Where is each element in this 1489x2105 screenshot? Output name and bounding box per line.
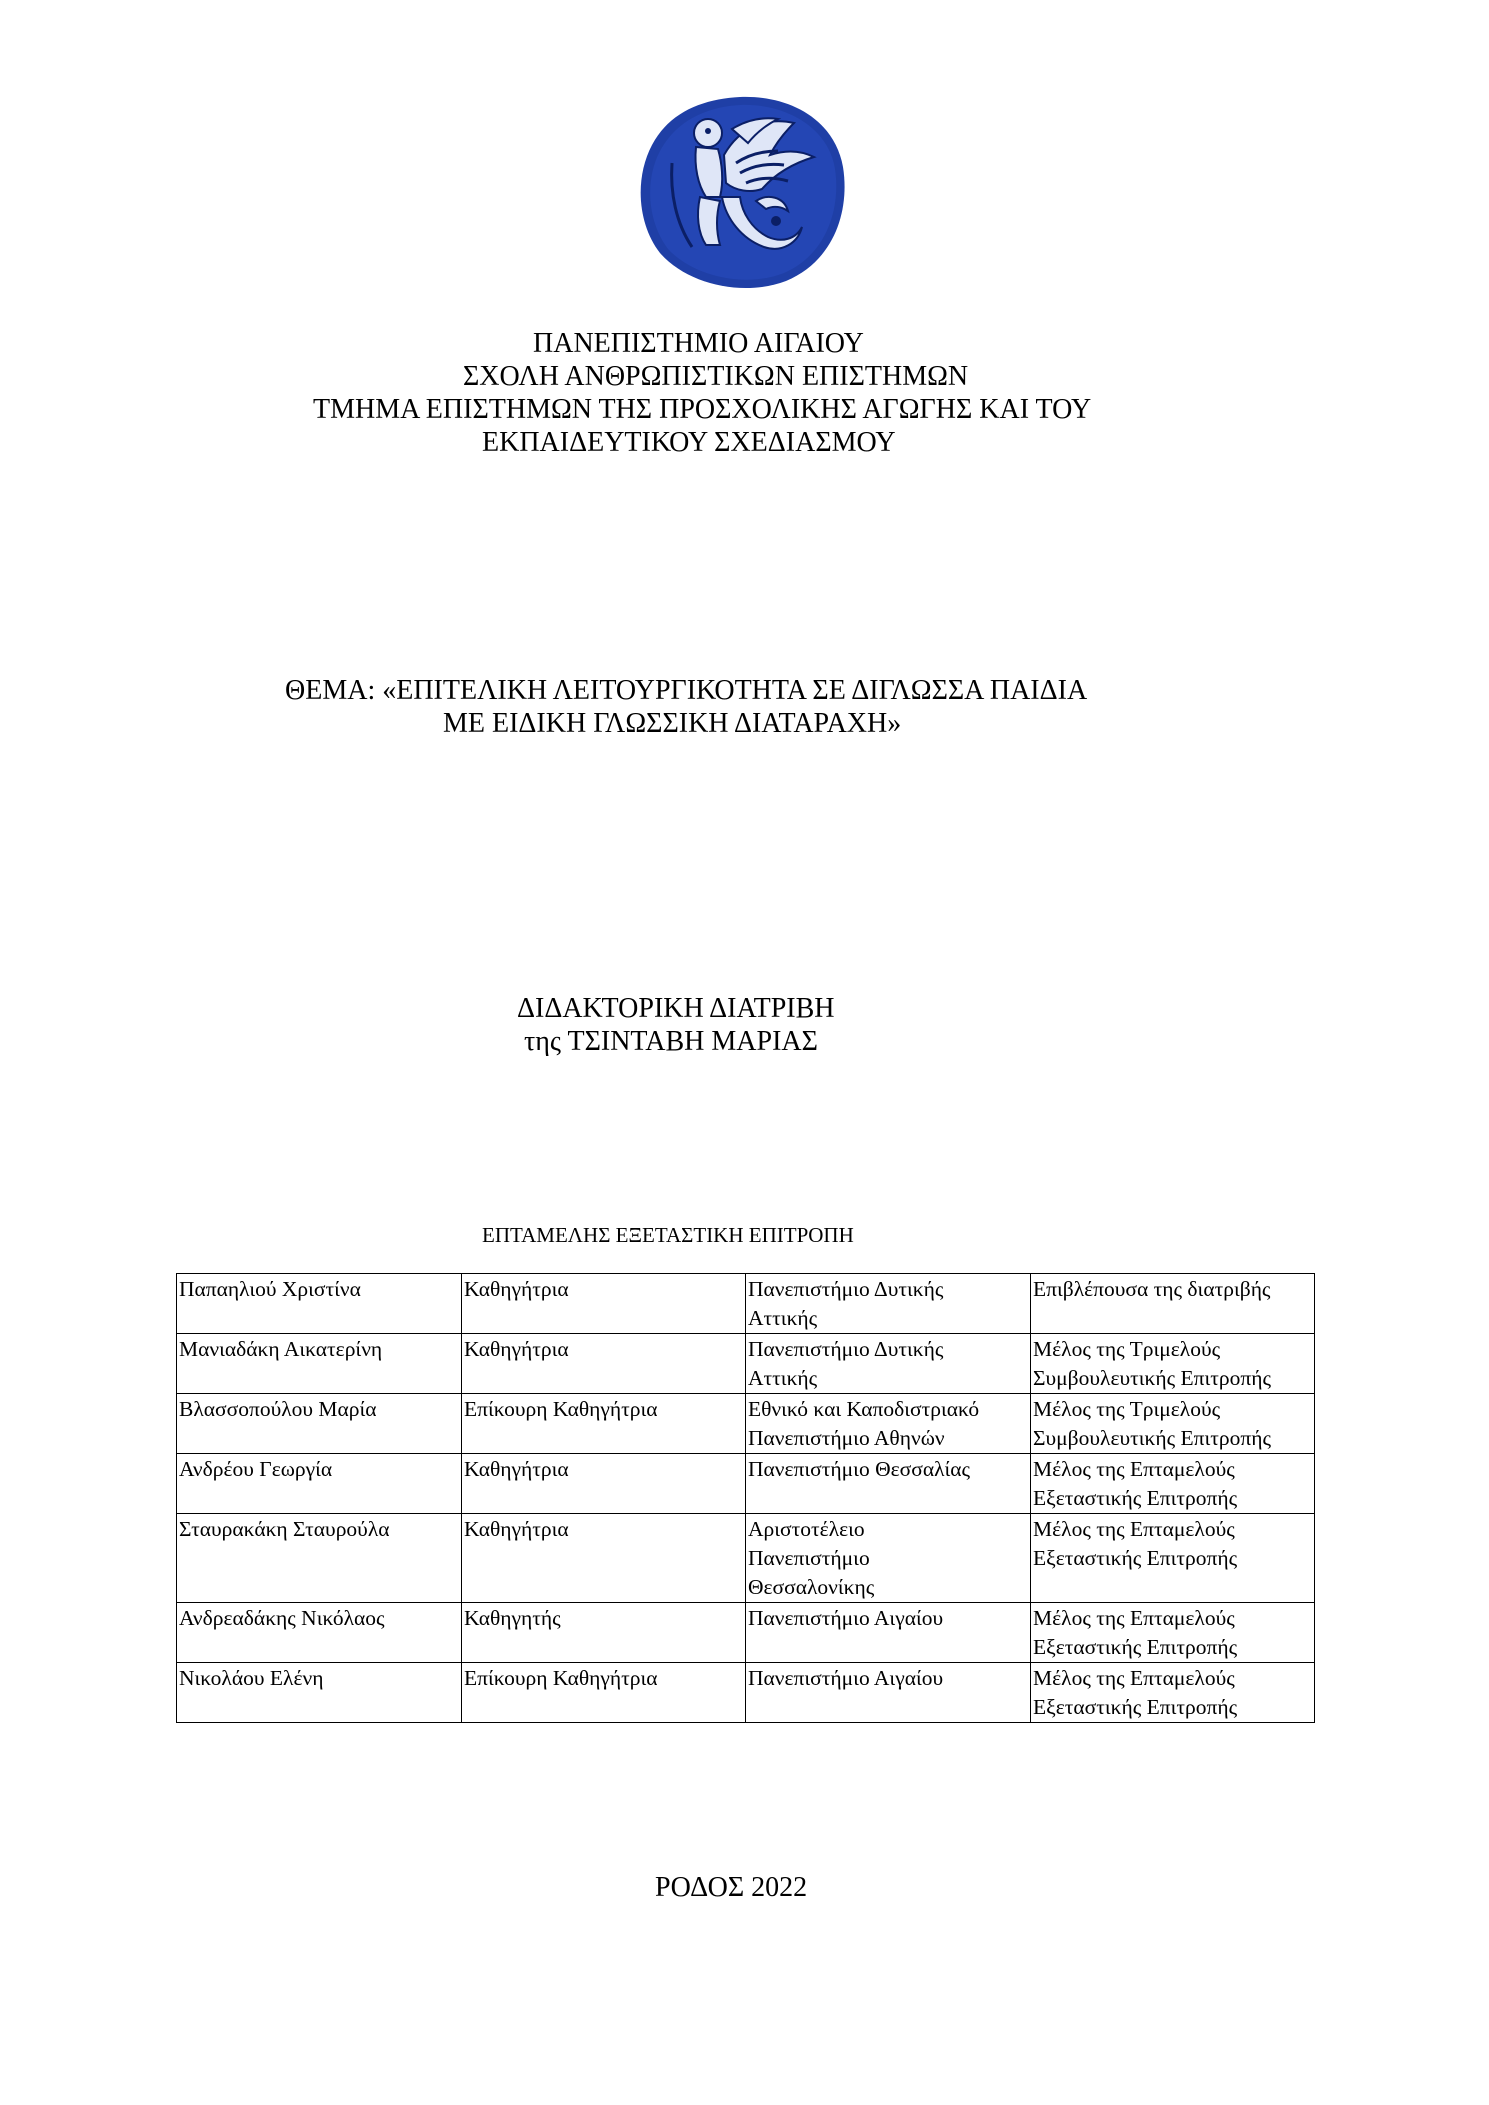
institution-header (0, 328, 1489, 468)
thesis-topic (0, 675, 1489, 745)
committee-table (176, 1273, 1315, 1723)
member-role: Μέλος της Τριμελούς Συμβουλευτικής Επιτροπής (1031, 1394, 1315, 1454)
member-rank: Καθηγήτρια (462, 1334, 746, 1394)
member-role: Μέλος της Επταμελούς Εξεταστικής Επιτροπής (1031, 1603, 1315, 1663)
table-row (177, 1394, 1315, 1454)
member-role: Μέλος της Επταμελούς Εξεταστικής Επιτροπής (1031, 1454, 1315, 1514)
member-name: Σταυρακάκη Σταυρούλα (177, 1514, 462, 1603)
thesis-author: της ΤΣΙΝΤΑΒΗ ΜΑΡΙΑΣ (524, 1026, 818, 1057)
topic-line1: ΘΕΜΑ: «ΕΠΙΤΕΛΙΚΗ ΛΕΙΤΟΥΡΓΙΚΟΤΗΤΑ ΣΕ ΔΙΓΛΩΣΣΑ ΠΑΙΔΙΑ (285, 675, 1088, 706)
member-role: Μέλος της Τριμελούς Συμβουλευτικής Επιτροπής (1031, 1334, 1315, 1394)
member-role: Μέλος της Επταμελούς Εξεταστικής Επιτροπής (1031, 1514, 1315, 1603)
table-row (177, 1603, 1315, 1663)
school-name: ΣΧΟΛΗ ΑΝΘΡΩΠΙΣΤΙΚΩΝ ΕΠΙΣΤΗΜΩΝ (463, 361, 969, 392)
table-row (177, 1663, 1315, 1723)
table-row (177, 1334, 1315, 1394)
department-name-line1: ΤΜΗΜΑ ΕΠΙΣΤΗΜΩΝ ΤΗΣ ΠΡΟΣΧΟΛΙΚΗΣ ΑΓΩΓΗΣ ΚΑΙ ΤΟΥ (313, 394, 1092, 425)
member-rank: Καθηγήτρια (462, 1274, 746, 1334)
member-name: Παπαηλιού Χριστίνα (177, 1274, 462, 1334)
member-role: Μέλος της Επταμελούς Εξεταστικής Επιτροπής (1031, 1663, 1315, 1723)
table-row (177, 1274, 1315, 1334)
member-institution: Πανεπιστήμιο Αιγαίου (746, 1603, 1031, 1663)
university-name: ΠΑΝΕΠΙΣΤΗΜΙΟ ΑΙΓΑΙΟΥ (533, 328, 864, 359)
university-seal-logo (636, 93, 848, 289)
member-rank: Επίκουρη Καθηγήτρια (462, 1394, 746, 1454)
member-institution: Αριστοτέλειο Πανεπιστήμιο Θεσσαλονίκης (746, 1514, 1031, 1603)
member-rank: Καθηγήτρια (462, 1514, 746, 1603)
member-name: Νικολάου Ελένη (177, 1663, 462, 1723)
place-year-text: ΡΟΔΟΣ 2022 (655, 1872, 808, 1903)
member-institution: Πανεπιστήμιο Δυτικής Αττικής (746, 1334, 1031, 1394)
member-institution: Πανεπιστήμιο Δυτικής Αττικής (746, 1274, 1031, 1334)
member-name: Μανιαδάκη Αικατερίνη (177, 1334, 462, 1394)
seal-icon (636, 93, 848, 289)
table-row (177, 1454, 1315, 1514)
member-role: Επιβλέπουσα της διατριβής (1031, 1274, 1315, 1334)
member-name: Ανδρέου Γεωργία (177, 1454, 462, 1514)
member-rank: Επίκουρη Καθηγήτρια (462, 1663, 746, 1723)
member-institution: Πανεπιστήμιο Θεσσαλίας (746, 1454, 1031, 1514)
thesis-info (0, 993, 1489, 1063)
topic-line2: ΜΕ ΕΙΔΙΚΗ ΓΛΩΣΣΙΚΗ ΔΙΑΤΑΡΑΧΗ» (443, 708, 902, 739)
committee-title-text: ΕΠΤΑΜΕΛΗΣ ΕΞΕΤΑΣΤΙΚΗ ΕΠΙΤΡΟΠΗ (482, 1223, 854, 1247)
member-institution: Εθνικό και Καποδιστριακό Πανεπιστήμιο Αθηνών (746, 1394, 1031, 1454)
member-rank: Καθηγητής (462, 1603, 746, 1663)
thesis-type: ΔΙΔΑΚΤΟΡΙΚΗ ΔΙΑΤΡΙΒΗ (517, 993, 835, 1024)
table-row (177, 1514, 1315, 1603)
member-rank: Καθηγήτρια (462, 1454, 746, 1514)
member-name: Βλασσοπούλου Μαρία (177, 1394, 462, 1454)
member-institution: Πανεπιστήμιο Αιγαίου (746, 1663, 1031, 1723)
member-name: Ανδρεαδάκης Νικόλαος (177, 1603, 462, 1663)
department-name-line2: ΕΚΠΑΙΔΕΥΤΙΚΟΥ ΣΧΕΔΙΑΣΜΟΥ (482, 427, 896, 458)
